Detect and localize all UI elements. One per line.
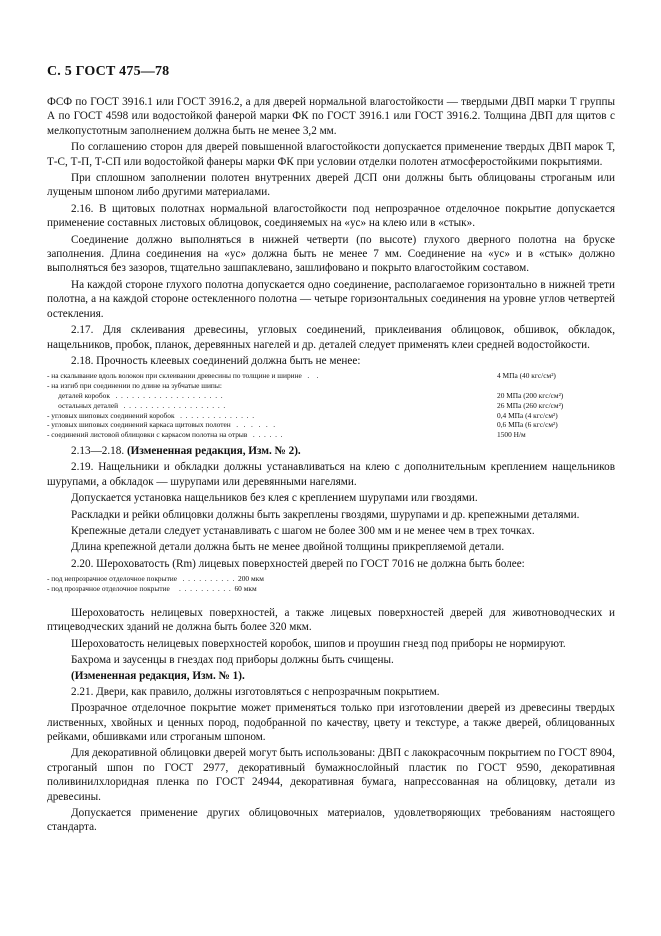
amendment-note: (Измененная редакция, Изм. № 1). (71, 670, 245, 683)
row-label: деталей коробок . . . . . . . . . . . . . . . . . . . . (47, 390, 223, 400)
row-value: 60 мкм (234, 583, 257, 593)
paragraph: Шероховатость нелицевых поверхностей коробок, шипов и проушин гнезд под приборы не нормируют. (71, 637, 566, 650)
paragraph: Шероховатость нелицевых поверхностей, а также лицевых поверхностей дверей для животноводческих и птицеводческих зданий не должна быть более 320 мкм. (47, 606, 615, 634)
paragraph: 2.16. В щитовых полотнах нормальной влагостойкости под непрозрачное отделочное покрытие допускается применение составных листовых облицовок, соединяемых на «ус» на клею или в «стык». (47, 202, 615, 230)
paragraph: 2.18. Прочность клеевых соединений должна быть не менее: (71, 354, 361, 367)
paragraph: Длина крепежной детали должна быть не менее двойной толщины прикрепляемой детали. (71, 541, 505, 554)
row-label: - угловых шиповых соединений коробок . . . . . . . . . . . . . . (47, 410, 255, 420)
table-row (47, 584, 615, 594)
paragraph: Допускается применение других облицовочных материалов, удовлетворяющих требованиям настоящего стандарта. (47, 807, 615, 834)
paragraph: Раскладки и рейки облицовки должны быть закреплены гвоздями, шурупами и др. крепежными деталями. (71, 508, 580, 521)
paragraph: По соглашению сторон для дверей повышенной влагостойкости допускается применение твердых ДВП марок Т, Т-С, Т-П, Т-СП или водостойкой фанеры марки ФК при условии отделки полотен атмосферостойкими покрытиями. (47, 141, 615, 168)
paragraph: Прозрачное отделочное покрытие может применяться только при изготовлении дверей из древесины твердых лиственных, хвойных и ценных пород, подобранной по качеству, цвету и текстуре, а также дверей, облицованных рейками, обшивками или строганым шпоном. (47, 702, 615, 743)
row-label: - на изгиб при соединении по длине на зубчатые шипы: (47, 381, 222, 391)
amendment-note: (Измененная редакция, Изм. № 2). (126, 444, 301, 457)
paragraph (47, 444, 615, 458)
row-label: - соединений листовой облицовки с каркасом полотна на отрыв . . . . . . (47, 430, 283, 440)
row-label: - под прозрачное отделочное покрытие . . . . . . . . . . (47, 583, 235, 593)
paragraph: При сплошном заполнении полотен внутренних дверей ДСП они должны быть облицованы строганым или лущеным шпоном либо другими материалами. (47, 172, 615, 199)
paragraph: 2.21. Двери, как правило, должны изготовляться с непрозрачным покрытием. (71, 685, 440, 698)
row-label: - под непрозрачное отделочное покрытие . . . . . . . . . . (47, 574, 239, 584)
row-value: 4 МПа (40 кгс/см²) (497, 371, 556, 381)
row-value: 0,6 МПа (6 кгс/см²) (497, 420, 558, 430)
table-row (47, 401, 615, 411)
table-row (47, 391, 615, 401)
table-row (47, 371, 615, 381)
document-body (47, 95, 615, 837)
paragraph: Соединение должно выполняться в нижней четверти (по высоте) глухого дверного полотна на бруске заполнения. Длина соединения на «ус» должна быть не менее 7 мм. Соединение на «ус» и в «стык» должно выполняться без зазоров, тщательно зашпаклевано, зашлифовано и покрыто влагостойким составом. (47, 233, 615, 275)
row-label: - угловых шиповых соединений каркаса щитовых полотен . . . . . . (47, 420, 276, 430)
strength-table (47, 371, 615, 440)
table-row (47, 574, 615, 584)
paragraph: Бахрома и заусенцы в гнездах под приборы должны быть счищены. (71, 653, 394, 666)
row-value: 0,4 МПа (4 кгс/см²) (497, 410, 558, 420)
paragraph: ФСФ по ГОСТ 3916.1 или ГОСТ 3916.2, а для дверей нормальной влагостойкости — твердыми ДВП марки Т группы А по ГОСТ 4598 или водостойкой фанерой марки ФК по ГОСТ 3916.1 или ГОСТ 3916.2. Толщина ДВП для щитов с мелкопустотным заполнением должна быть не менее 3,2 мм. (47, 96, 615, 137)
row-value: 200 мкм (238, 574, 264, 584)
roughness-table (47, 574, 615, 594)
paragraph: Для декоративной облицовки дверей могут быть использованы: ДВП с лакокрасочным покрытием по ГОСТ 8904, строганый шпон по ГОСТ 2977, декоративный бумажнослойный пластик по ГОСТ 9590, декоративная поливинилхлоридная пленка по ГОСТ 24944, декоративная бумага, напрессованная на облицовку, детали из древесины. (47, 747, 615, 803)
paragraph: На каждой стороне глухого полотна допускается одно соединение, располагаемое горизонтально в нижней трети полотна, а на каждой стороне остекленного полотна — четыре горизонтальных соединения на уровне углов четвертей остекления. (47, 278, 615, 320)
table-row (47, 430, 615, 440)
table-row (47, 411, 615, 421)
page-header: С. 5 ГОСТ 475—78 (47, 64, 170, 79)
paragraph: 2.20. Шероховатость (Rm) лицевых поверхностей дверей по ГОСТ 7016 не должна быть более: (71, 557, 525, 570)
table-row (47, 420, 615, 430)
paragraph: 2.17. Для склеивания древесины, угловых соединений, приклеивания облицовок, обшивок, обкладок, нащельников, пробок, планок, деревянных нагелей и др. деталей следует применять клеи средней водостойкости. (47, 324, 615, 351)
table-row (47, 381, 615, 391)
amendment-range: 2.13—2.18. (71, 444, 127, 457)
row-value: 20 МПа (200 кгс/см²) (497, 390, 564, 400)
paragraph: Крепежные детали следует устанавливать с шагом не более 300 мм и не менее чем в трех точках. (71, 524, 535, 537)
row-value: 26 МПа (260 кгс/см²) (497, 400, 564, 410)
paragraph: Допускается установка нащельников без клея с креплением шурупами или гвоздями. (71, 492, 478, 505)
row-label: остальных деталей . . . . . . . . . . . . . . . . . . . (47, 400, 226, 410)
row-value: 1500 Н/м (497, 430, 526, 440)
paragraph: 2.19. Нащельники и обкладки должны устанавливаться на клею с дополнительным креплением нащельников шурупами, а обкладок — шурупами или деревянными нагелями. (47, 461, 615, 488)
row-label: - на скалывание вдоль волокон при склеивании древесины по толщине и ширине . . (47, 371, 319, 381)
